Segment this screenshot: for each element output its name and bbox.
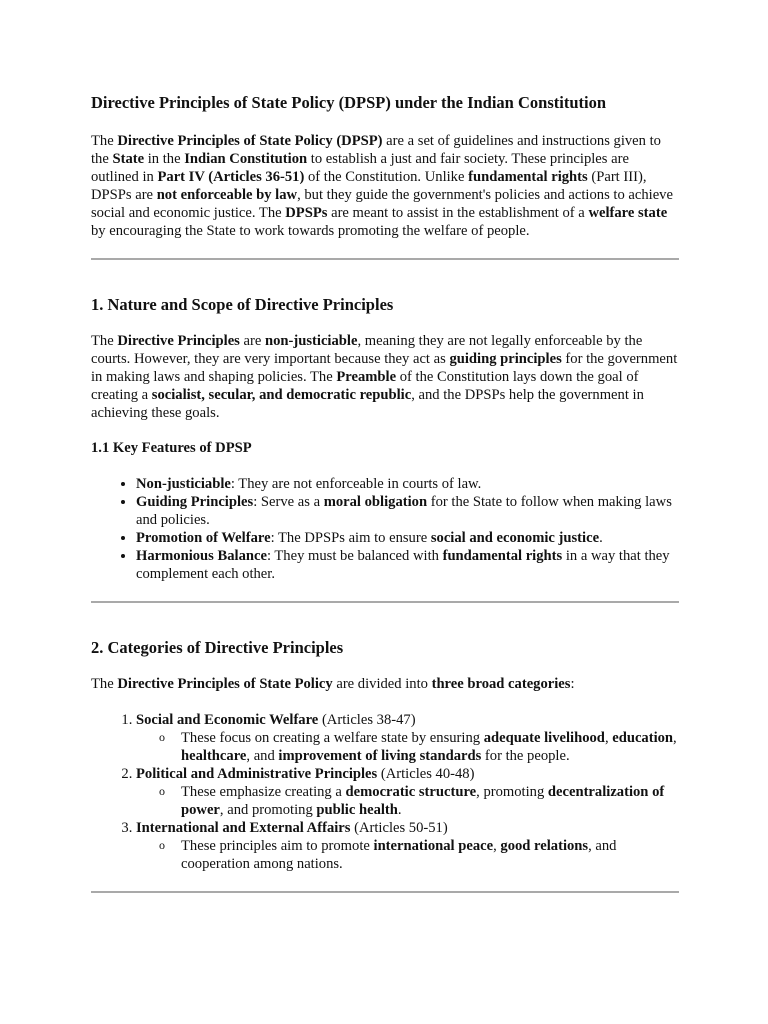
bold-text: welfare state bbox=[588, 205, 668, 221]
bold-text: education bbox=[612, 730, 674, 746]
text-run: in a way that they complement each other. bbox=[136, 548, 670, 582]
bold-text: good relations bbox=[500, 838, 589, 854]
text-run: , and bbox=[246, 748, 279, 764]
text-run: , but they guide the government's policies and actions to achieve social and economic justice. The bbox=[91, 187, 673, 221]
section-divider bbox=[91, 891, 679, 893]
bold-text: Social and Economic Welfare bbox=[136, 712, 319, 728]
text-run: for the people. bbox=[481, 748, 570, 764]
list-item bbox=[136, 819, 679, 873]
text-run: to establish a just and fair society. These principles are outlined in bbox=[91, 151, 629, 185]
bold-text: social and economic justice bbox=[430, 530, 600, 546]
bold-text: three broad categories bbox=[431, 676, 571, 692]
text-run: , bbox=[493, 838, 501, 854]
text-run: , and promoting bbox=[219, 802, 317, 818]
bold-text: not enforceable by law bbox=[156, 187, 298, 203]
text-run: , promoting bbox=[476, 784, 548, 800]
text-run: : bbox=[570, 676, 575, 692]
text-run: , and the DPSPs help the government in achieving these goals. bbox=[91, 387, 644, 421]
bold-text: Directive Principles bbox=[117, 333, 240, 349]
list-item bbox=[136, 547, 679, 583]
category-title bbox=[136, 820, 448, 836]
list-item bbox=[136, 475, 679, 493]
bold-text: fundamental rights bbox=[468, 169, 588, 185]
intro-paragraph bbox=[91, 132, 679, 240]
text-run: of the Constitution lays down the goal of creating a bbox=[91, 369, 639, 403]
text-run: (Part III), DPSPs are bbox=[91, 169, 647, 203]
bold-text: fundamental rights bbox=[442, 548, 563, 564]
section-2-heading: 2. Categories of Directive Principles bbox=[91, 638, 344, 657]
bold-text: State bbox=[112, 151, 145, 167]
list-item bbox=[136, 765, 679, 819]
bold-text: democratic structure bbox=[345, 784, 477, 800]
categories-list bbox=[91, 711, 679, 873]
text-run: . bbox=[599, 530, 603, 546]
bold-text: Promotion of Welfare bbox=[136, 530, 271, 546]
category-detail bbox=[181, 729, 679, 765]
text-run: (Articles 38-47) bbox=[318, 712, 416, 728]
text-run: These emphasize creating a bbox=[181, 784, 346, 800]
bold-text: international peace bbox=[373, 838, 494, 854]
text-run: The bbox=[91, 133, 118, 149]
category-title bbox=[136, 712, 416, 728]
category-detail bbox=[181, 783, 679, 819]
text-run: , bbox=[604, 730, 613, 746]
bold-text: Indian Constitution bbox=[184, 151, 308, 167]
bold-text: Part IV (Articles 36-51) bbox=[157, 169, 305, 185]
text-run: : They are not enforceable in courts of law. bbox=[230, 476, 482, 492]
text-run: , bbox=[673, 730, 677, 746]
text-run: are divided into bbox=[332, 676, 432, 692]
bold-text: Harmonious Balance bbox=[136, 548, 267, 564]
text-run: : Serve as a bbox=[253, 494, 324, 510]
bold-text: guiding principles bbox=[449, 351, 562, 367]
list-item bbox=[136, 493, 679, 529]
bold-text: International and External Affairs bbox=[136, 820, 351, 836]
bold-text: Directive Principles of State Policy (DPSP) bbox=[117, 133, 383, 149]
bold-text: healthcare bbox=[181, 748, 247, 764]
bold-text: Preamble bbox=[336, 369, 397, 385]
bold-text: public health bbox=[316, 802, 398, 818]
text-run: : The DPSPs aim to ensure bbox=[270, 530, 431, 546]
text-run: The bbox=[91, 333, 118, 349]
text-run: , and cooperation among nations. bbox=[181, 838, 617, 872]
bold-text: non-justiciable bbox=[265, 333, 358, 349]
text-run: , meaning they are not legally enforceable by the courts. However, they are very important because they act as bbox=[91, 333, 643, 367]
bold-text: DPSPs bbox=[285, 205, 328, 221]
category-title bbox=[136, 766, 474, 782]
text-run: in the bbox=[144, 151, 185, 167]
text-run: for the government in making laws and shaping policies. The bbox=[91, 351, 678, 385]
bold-text: moral obligation bbox=[323, 494, 428, 510]
bold-text: Guiding Principles bbox=[136, 494, 254, 510]
section-1-heading: 1. Nature and Scope of Directive Principles bbox=[91, 295, 394, 314]
text-run: of the Constitution. Unlike bbox=[304, 169, 469, 185]
text-run: The bbox=[91, 676, 118, 692]
bold-text: adequate livelihood bbox=[483, 730, 605, 746]
bold-text: decentralization of power bbox=[181, 784, 665, 818]
list-item bbox=[136, 529, 679, 547]
section-2-paragraph bbox=[91, 675, 679, 693]
document-content bbox=[91, 92, 679, 893]
text-run: (Articles 40-48) bbox=[377, 766, 475, 782]
text-run: (Articles 50-51) bbox=[350, 820, 448, 836]
bold-text: improvement of living standards bbox=[278, 748, 482, 764]
key-features-subheading: 1.1 Key Features of DPSP bbox=[91, 440, 252, 456]
text-run: These principles aim to promote bbox=[181, 838, 374, 854]
category-detail bbox=[181, 837, 679, 873]
bold-text: Non-justiciable bbox=[136, 476, 231, 492]
text-run: for the State to follow when making laws and policies. bbox=[136, 494, 672, 528]
text-run: : They must be balanced with bbox=[266, 548, 443, 564]
list-item bbox=[136, 711, 679, 765]
section-1-paragraph bbox=[91, 332, 679, 422]
document-title: Directive Principles of State Policy (DPSP) under the Indian Constitution bbox=[91, 93, 606, 112]
key-features-list bbox=[91, 475, 679, 583]
text-run: . bbox=[397, 802, 402, 818]
bold-text: Political and Administrative Principles bbox=[136, 766, 378, 782]
text-run: are meant to assist in the establishment of a bbox=[327, 205, 589, 221]
text-run: by encouraging the State to work towards promoting the welfare of people. bbox=[91, 223, 530, 239]
text-run: These focus on creating a welfare state by ensuring bbox=[181, 730, 484, 746]
bold-text: socialist, secular, and democratic republic bbox=[151, 387, 412, 403]
text-run: are bbox=[239, 333, 265, 349]
text-run: are a set of guidelines and instructions given to the bbox=[91, 133, 661, 167]
bold-text: Directive Principles of State Policy bbox=[117, 676, 333, 692]
